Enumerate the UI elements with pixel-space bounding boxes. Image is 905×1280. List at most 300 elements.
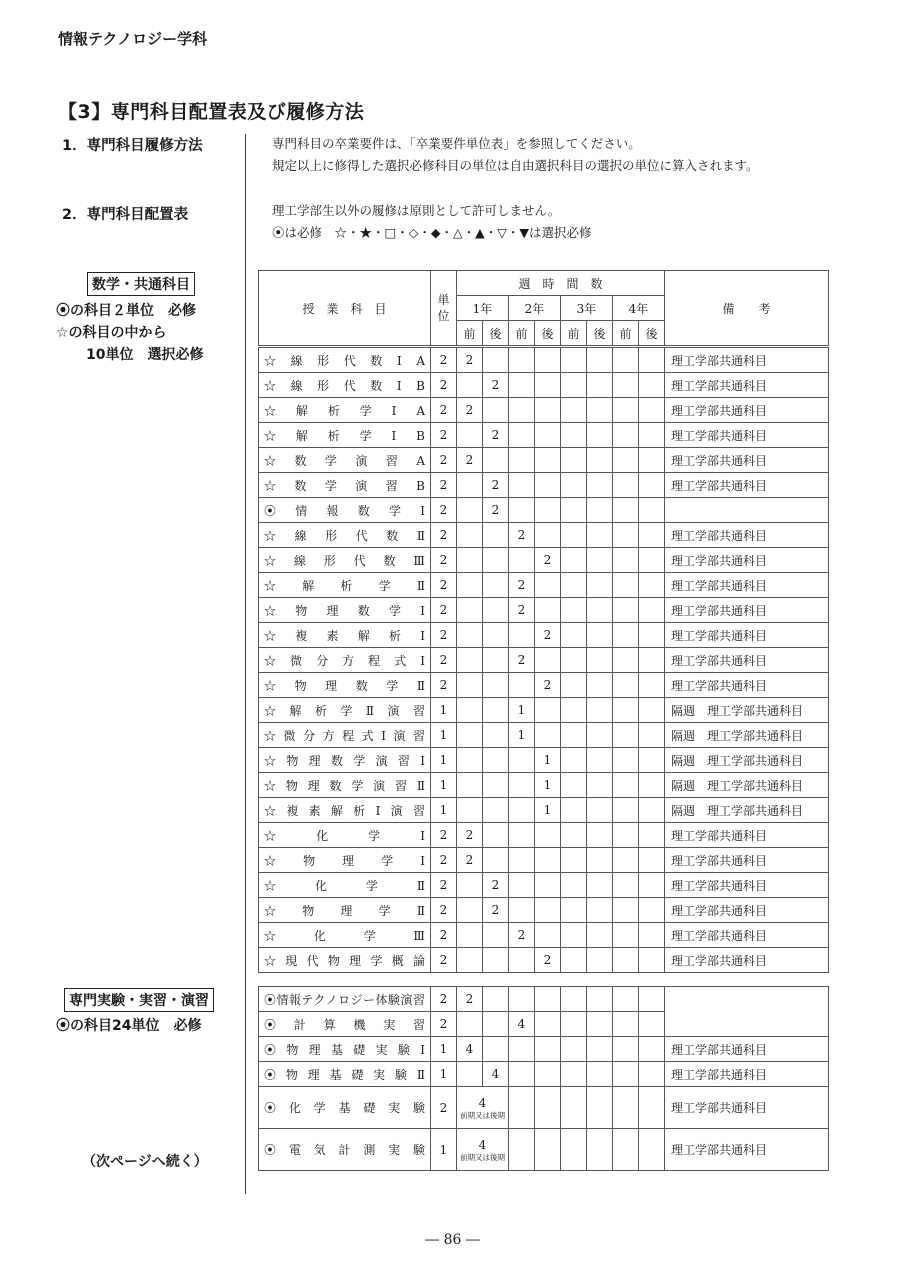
weekly-hours-cell xyxy=(613,948,639,973)
weekly-hours-cell xyxy=(509,798,535,823)
weekly-hours-cell: 2 xyxy=(483,498,509,523)
weekly-hours-cell xyxy=(613,848,639,873)
divider-line xyxy=(245,134,246,1194)
weekly-hours-cell xyxy=(639,523,665,548)
weekly-hours-cell xyxy=(561,723,587,748)
header-term: 後 xyxy=(587,321,613,346)
weekly-hours-cell xyxy=(509,873,535,898)
course-name: ☆化学Ⅱ xyxy=(259,873,431,898)
weekly-hours-cell xyxy=(535,723,561,748)
course-units: 1 xyxy=(431,1037,457,1062)
course-remarks: 理工学部共通科目 xyxy=(665,873,829,898)
weekly-hours-cell xyxy=(535,898,561,923)
weekly-hours-cell xyxy=(483,948,509,973)
course-name: ⦿物理基礎実験Ⅰ xyxy=(259,1037,431,1062)
weekly-hours-cell xyxy=(639,398,665,423)
weekly-hours-cell xyxy=(509,548,535,573)
weekly-hours-cell xyxy=(483,548,509,573)
weekly-hours-cell xyxy=(561,523,587,548)
course-units: 2 xyxy=(431,1087,457,1129)
header-year: 3年 xyxy=(561,296,613,321)
weekly-hours-cell xyxy=(535,987,561,1012)
weekly-hours-cell: 4 xyxy=(509,1012,535,1037)
weekly-hours-cell: 1 xyxy=(535,748,561,773)
table-row xyxy=(259,398,829,423)
course-units: 1 xyxy=(431,748,457,773)
header-term: 後 xyxy=(483,321,509,346)
weekly-hours-cell xyxy=(613,1037,639,1062)
weekly-hours-cell xyxy=(639,623,665,648)
weekly-hours-cell xyxy=(613,748,639,773)
course-name: ☆複素解析Ⅰ演習 xyxy=(259,798,431,823)
weekly-hours-cell xyxy=(587,923,613,948)
weekly-hours-cell xyxy=(457,523,483,548)
table-row xyxy=(259,848,829,873)
table-row xyxy=(259,1037,829,1062)
weekly-hours-cell xyxy=(587,1062,613,1087)
weekly-hours-cell xyxy=(587,848,613,873)
table-row xyxy=(259,748,829,773)
weekly-hours-cell xyxy=(639,548,665,573)
weekly-hours-cell: 2 xyxy=(483,423,509,448)
course-units: 2 xyxy=(431,898,457,923)
header-term: 後 xyxy=(639,321,665,346)
weekly-hours-cell: 2 xyxy=(483,873,509,898)
weekly-hours-cell: 4 xyxy=(457,1037,483,1062)
course-remarks: 理工学部共通科目 xyxy=(665,398,829,423)
weekly-hours-cell: 2 xyxy=(509,923,535,948)
weekly-hours-cell xyxy=(509,898,535,923)
course-remarks: 理工学部共通科目 xyxy=(665,648,829,673)
weekly-hours-cell xyxy=(483,623,509,648)
weekly-hours-cell: 2 xyxy=(457,348,483,373)
item2-heading: 2．専門科目配置表 xyxy=(62,207,189,223)
weekly-hours-cell: 2 xyxy=(509,573,535,598)
course-remarks: 理工学部共通科目 xyxy=(665,898,829,923)
weekly-hours-cell xyxy=(561,898,587,923)
weekly-hours-cell xyxy=(613,673,639,698)
weekly-hours-cell xyxy=(561,773,587,798)
course-name: ☆物理数学演習Ⅰ xyxy=(259,748,431,773)
weekly-hours-cell xyxy=(561,573,587,598)
weekly-hours-cell xyxy=(587,873,613,898)
weekly-hours-cell xyxy=(509,623,535,648)
weekly-hours-cell xyxy=(587,1037,613,1062)
weekly-hours-cell xyxy=(639,448,665,473)
weekly-hours-cell: 2 xyxy=(457,848,483,873)
weekly-hours-cell xyxy=(535,448,561,473)
weekly-hours-cell xyxy=(639,1087,665,1129)
weekly-hours-cell xyxy=(587,1012,613,1037)
weekly-hours-cell xyxy=(509,348,535,373)
weekly-hours-cell xyxy=(561,623,587,648)
course-units: 2 xyxy=(431,923,457,948)
weekly-hours-cell xyxy=(457,548,483,573)
hours-value: 4 xyxy=(478,1095,487,1110)
course-name: ⦿情報数学Ⅰ xyxy=(259,498,431,523)
weekly-hours-cell xyxy=(613,473,639,498)
course-units: 2 xyxy=(431,448,457,473)
weekly-hours-cell xyxy=(561,798,587,823)
course-remarks: 理工学部共通科目 xyxy=(665,448,829,473)
course-name: ☆微分方程式Ⅰ演習 xyxy=(259,723,431,748)
weekly-hours-cell xyxy=(457,498,483,523)
weekly-hours-cell xyxy=(457,1129,509,1171)
course-units: 2 xyxy=(431,873,457,898)
weekly-hours-cell xyxy=(535,1129,561,1171)
course-remarks: 理工学部共通科目 xyxy=(665,598,829,623)
weekly-hours-cell xyxy=(483,848,509,873)
group1-note: ⦿の科目２単位 必修 xyxy=(56,303,196,319)
weekly-hours-cell xyxy=(613,623,639,648)
weekly-hours-cell xyxy=(561,373,587,398)
weekly-hours-cell xyxy=(639,873,665,898)
header-term: 前 xyxy=(613,321,639,346)
weekly-hours-cell xyxy=(587,673,613,698)
weekly-hours-cell xyxy=(457,923,483,948)
weekly-hours-cell xyxy=(561,1087,587,1129)
weekly-hours-cell: 2 xyxy=(535,548,561,573)
weekly-hours-cell xyxy=(509,423,535,448)
weekly-hours-cell xyxy=(509,373,535,398)
weekly-hours-cell xyxy=(587,373,613,398)
weekly-hours-cell xyxy=(613,798,639,823)
table-row xyxy=(259,548,829,573)
weekly-hours-cell xyxy=(561,923,587,948)
weekly-hours-cell xyxy=(639,798,665,823)
course-remarks: 理工学部共通科目 xyxy=(665,348,829,373)
weekly-hours-cell xyxy=(639,923,665,948)
weekly-hours-cell xyxy=(457,798,483,823)
header-subject: 授 業 科 目 xyxy=(259,271,431,346)
weekly-hours-cell xyxy=(587,698,613,723)
course-name: ⦿計算機実習 xyxy=(259,1012,431,1037)
weekly-hours-cell: 1 xyxy=(509,698,535,723)
header-term: 前 xyxy=(457,321,483,346)
weekly-hours-cell xyxy=(639,1129,665,1171)
weekly-hours-cell xyxy=(613,498,639,523)
weekly-hours-cell xyxy=(561,748,587,773)
weekly-hours-cell xyxy=(587,398,613,423)
course-units: 2 xyxy=(431,523,457,548)
item1-line: 規定以上に修得した選択必修科目の単位は自由選択科目の選択の単位に算入されます。 xyxy=(272,158,759,173)
weekly-hours-cell xyxy=(639,373,665,398)
course-remarks: 理工学部共通科目 xyxy=(665,823,829,848)
course-units: 2 xyxy=(431,648,457,673)
weekly-hours-cell xyxy=(509,498,535,523)
weekly-hours-cell xyxy=(561,498,587,523)
course-remarks: 理工学部共通科目 xyxy=(665,923,829,948)
course-units: 2 xyxy=(431,548,457,573)
table-row xyxy=(259,1062,829,1087)
course-name: ⦿物理基礎実験Ⅱ xyxy=(259,1062,431,1087)
weekly-hours-cell xyxy=(587,423,613,448)
weekly-hours-cell xyxy=(639,848,665,873)
weekly-hours-cell xyxy=(509,748,535,773)
course-remarks: 隔週 理工学部共通科目 xyxy=(665,698,829,723)
table-row xyxy=(259,873,829,898)
weekly-hours-cell xyxy=(535,873,561,898)
course-name: ☆解析学ⅠA xyxy=(259,398,431,423)
weekly-hours-cell xyxy=(587,623,613,648)
weekly-hours-cell xyxy=(561,1012,587,1037)
weekly-hours-cell xyxy=(483,698,509,723)
table-row xyxy=(259,773,829,798)
table-row xyxy=(259,423,829,448)
weekly-hours-cell xyxy=(483,987,509,1012)
course-name: ☆解析学Ⅱ xyxy=(259,573,431,598)
weekly-hours-cell xyxy=(561,698,587,723)
weekly-hours-cell xyxy=(457,623,483,648)
weekly-hours-cell xyxy=(587,748,613,773)
weekly-hours-cell xyxy=(457,948,483,973)
header-remarks: 備 考 xyxy=(665,271,829,346)
table-row xyxy=(259,823,829,848)
table-row xyxy=(259,923,829,948)
weekly-hours-cell xyxy=(483,773,509,798)
weekly-hours-cell xyxy=(639,348,665,373)
course-units: 2 xyxy=(431,573,457,598)
weekly-hours-cell xyxy=(561,448,587,473)
weekly-hours-cell: 2 xyxy=(535,948,561,973)
table-row xyxy=(259,987,829,1012)
weekly-hours-cell: 2 xyxy=(483,898,509,923)
weekly-hours-cell xyxy=(587,348,613,373)
course-name: ☆現代物理学概論 xyxy=(259,948,431,973)
weekly-hours-cell xyxy=(483,648,509,673)
weekly-hours-cell xyxy=(639,1062,665,1087)
course-name: ☆数学演習A xyxy=(259,448,431,473)
weekly-hours-cell xyxy=(587,598,613,623)
weekly-hours-cell xyxy=(639,948,665,973)
weekly-hours-cell xyxy=(587,987,613,1012)
weekly-hours-cell xyxy=(639,423,665,448)
weekly-hours-cell xyxy=(561,1062,587,1087)
weekly-hours-cell xyxy=(561,1037,587,1062)
course-remarks: 理工学部共通科目 xyxy=(665,1087,829,1129)
table-row xyxy=(259,598,829,623)
course-units: 1 xyxy=(431,723,457,748)
course-remarks: 理工学部共通科目 xyxy=(665,548,829,573)
course-remarks: 理工学部共通科目 xyxy=(665,1062,829,1087)
item1-heading: 1．専門科目履修方法 xyxy=(62,138,203,154)
weekly-hours-cell xyxy=(639,773,665,798)
header-term: 前 xyxy=(561,321,587,346)
weekly-hours-cell xyxy=(535,523,561,548)
weekly-hours-cell xyxy=(613,873,639,898)
weekly-hours-cell xyxy=(457,898,483,923)
weekly-hours-cell xyxy=(457,873,483,898)
course-remarks: 隔週 理工学部共通科目 xyxy=(665,798,829,823)
weekly-hours-cell xyxy=(509,1087,535,1129)
course-name: ☆線形代数ⅠA xyxy=(259,348,431,373)
weekly-hours-cell xyxy=(613,987,639,1012)
weekly-hours-cell xyxy=(613,648,639,673)
weekly-hours-cell xyxy=(535,473,561,498)
course-name: ☆物理学Ⅱ xyxy=(259,898,431,923)
course-units: 2 xyxy=(431,423,457,448)
weekly-hours-cell xyxy=(483,1012,509,1037)
weekly-hours-cell xyxy=(561,473,587,498)
weekly-hours-cell xyxy=(509,987,535,1012)
weekly-hours-cell xyxy=(457,748,483,773)
weekly-hours-cell xyxy=(483,348,509,373)
course-remarks: 理工学部共通科目 xyxy=(665,848,829,873)
weekly-hours-cell xyxy=(561,548,587,573)
course-units: 2 xyxy=(431,348,457,373)
continued-note: （次ページへ続く） xyxy=(82,1154,208,1170)
course-units: 2 xyxy=(431,623,457,648)
weekly-hours-cell xyxy=(561,848,587,873)
weekly-hours-cell xyxy=(639,1012,665,1037)
weekly-hours-cell xyxy=(587,448,613,473)
course-remarks: 理工学部共通科目 xyxy=(665,373,829,398)
weekly-hours-cell xyxy=(587,773,613,798)
course-remarks: 隔週 理工学部共通科目 xyxy=(665,773,829,798)
header-year: 1年 xyxy=(457,296,509,321)
weekly-hours-cell xyxy=(509,398,535,423)
weekly-hours-cell xyxy=(457,723,483,748)
weekly-hours-cell xyxy=(639,987,665,1012)
weekly-hours-cell xyxy=(561,987,587,1012)
weekly-hours-cell xyxy=(457,1012,483,1037)
course-name: ☆線形代数Ⅱ xyxy=(259,523,431,548)
weekly-hours-cell xyxy=(561,648,587,673)
table-row xyxy=(259,898,829,923)
weekly-hours-cell xyxy=(613,773,639,798)
weekly-hours-cell xyxy=(587,498,613,523)
course-name: ⦿電気計測実験 xyxy=(259,1129,431,1171)
course-units: 1 xyxy=(431,1062,457,1087)
group1-label: 数学・共通科目 xyxy=(87,272,195,296)
weekly-hours-cell xyxy=(639,748,665,773)
table-row xyxy=(259,623,829,648)
table-row xyxy=(259,473,829,498)
course-name: ☆数学演習B xyxy=(259,473,431,498)
page-number: ― 86 ― xyxy=(425,1232,480,1248)
department-name: 情報テクノロジー学科 xyxy=(58,30,208,48)
weekly-hours-cell: 2 xyxy=(535,673,561,698)
weekly-hours-cell xyxy=(535,373,561,398)
weekly-hours-cell xyxy=(613,698,639,723)
header-year: 2年 xyxy=(509,296,561,321)
weekly-hours-cell xyxy=(535,1012,561,1037)
weekly-hours-cell xyxy=(613,423,639,448)
weekly-hours-cell xyxy=(639,823,665,848)
weekly-hours-cell xyxy=(509,673,535,698)
weekly-hours-cell xyxy=(509,1037,535,1062)
table-row xyxy=(259,448,829,473)
weekly-hours-cell xyxy=(509,1062,535,1087)
course-name: ☆化学Ⅰ xyxy=(259,823,431,848)
weekly-hours-cell xyxy=(535,573,561,598)
item2-text xyxy=(272,200,592,244)
weekly-hours-cell: 2 xyxy=(483,373,509,398)
weekly-hours-cell xyxy=(535,698,561,723)
weekly-hours-cell: 2 xyxy=(457,398,483,423)
table-row xyxy=(259,673,829,698)
weekly-hours-cell xyxy=(535,848,561,873)
weekly-hours-cell xyxy=(483,673,509,698)
course-remarks: 理工学部共通科目 xyxy=(665,423,829,448)
table-row xyxy=(259,498,829,523)
weekly-hours-cell xyxy=(457,1062,483,1087)
course-units: 2 xyxy=(431,948,457,973)
course-remarks: 理工学部共通科目 xyxy=(665,948,829,973)
experiment-courses-table xyxy=(258,986,829,1171)
weekly-hours-cell xyxy=(509,773,535,798)
weekly-hours-cell xyxy=(457,648,483,673)
course-units: 2 xyxy=(431,848,457,873)
weekly-hours-cell xyxy=(587,823,613,848)
course-name: ☆微分方程式Ⅰ xyxy=(259,648,431,673)
weekly-hours-cell xyxy=(613,898,639,923)
weekly-hours-cell xyxy=(483,573,509,598)
weekly-hours-cell xyxy=(613,1087,639,1129)
weekly-hours-cell xyxy=(457,373,483,398)
course-units: 2 xyxy=(431,1012,457,1037)
course-name: ☆化学Ⅲ xyxy=(259,923,431,948)
weekly-hours-cell xyxy=(561,873,587,898)
course-remarks: 理工学部共通科目 xyxy=(665,473,829,498)
course-units: 2 xyxy=(431,473,457,498)
weekly-hours-cell xyxy=(613,398,639,423)
weekly-hours-cell xyxy=(535,423,561,448)
group2-label: 専門実験・実習・演習 xyxy=(64,988,214,1012)
course-remarks: 理工学部共通科目 xyxy=(665,623,829,648)
weekly-hours-cell: 1 xyxy=(535,773,561,798)
table-row xyxy=(259,798,829,823)
item1-line: 専門科目の卒業要件は、「卒業要件単位表」を参照してください。 xyxy=(272,136,641,151)
course-units: 2 xyxy=(431,598,457,623)
weekly-hours-cell xyxy=(535,923,561,948)
course-name: ☆物理学Ⅰ xyxy=(259,848,431,873)
course-name: ☆物理数学Ⅰ xyxy=(259,598,431,623)
course-units: 2 xyxy=(431,673,457,698)
weekly-hours-cell xyxy=(561,673,587,698)
weekly-hours-cell xyxy=(613,523,639,548)
course-remarks: 理工学部共通科目 xyxy=(665,1129,829,1171)
weekly-hours-cell xyxy=(587,473,613,498)
weekly-hours-cell xyxy=(561,598,587,623)
weekly-hours-cell xyxy=(483,823,509,848)
header-year: 4年 xyxy=(613,296,665,321)
weekly-hours-cell: 2 xyxy=(509,523,535,548)
weekly-hours-cell xyxy=(457,773,483,798)
weekly-hours-cell xyxy=(483,1037,509,1062)
weekly-hours-cell xyxy=(535,1062,561,1087)
weekly-hours-cell xyxy=(587,1087,613,1129)
item2-line: 理工学部生以外の履修は原則として許可しません。 xyxy=(272,203,561,218)
course-remarks: 理工学部共通科目 xyxy=(665,523,829,548)
table-row xyxy=(259,348,829,373)
course-units: 2 xyxy=(431,498,457,523)
weekly-hours-cell xyxy=(509,448,535,473)
weekly-hours-cell: 2 xyxy=(509,598,535,623)
course-name: ☆解析学Ⅱ演習 xyxy=(259,698,431,723)
math-courses-table xyxy=(258,347,829,973)
weekly-hours-cell xyxy=(613,448,639,473)
weekly-hours-cell xyxy=(561,423,587,448)
weekly-hours-cell xyxy=(587,548,613,573)
weekly-hours-cell xyxy=(509,823,535,848)
weekly-hours-cell xyxy=(535,498,561,523)
table-row xyxy=(259,698,829,723)
weekly-hours-cell: 2 xyxy=(457,987,483,1012)
header-term: 後 xyxy=(535,321,561,346)
course-name: ☆物理数学Ⅱ xyxy=(259,673,431,698)
weekly-hours-cell xyxy=(457,1087,509,1129)
